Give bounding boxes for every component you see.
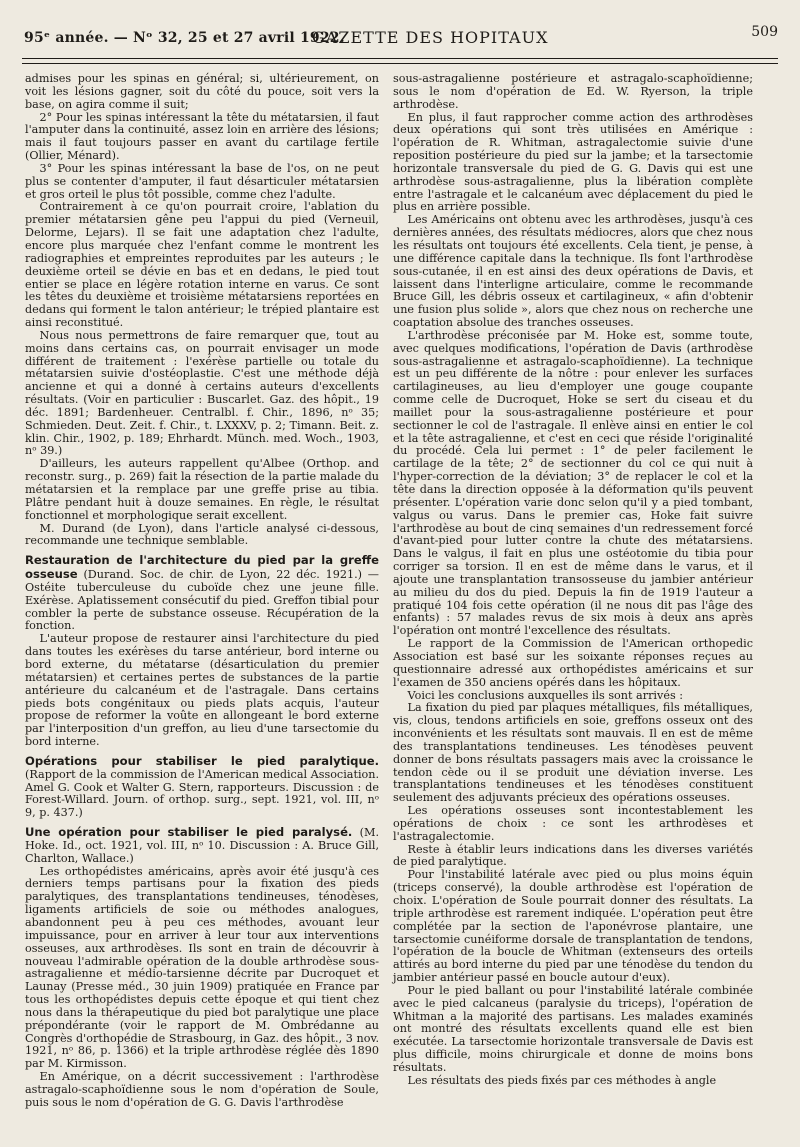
paragraph	[393, 330, 753, 638]
paragraph	[25, 755, 379, 820]
paragraph	[25, 554, 379, 633]
paragraph	[393, 214, 753, 330]
paragraph	[25, 330, 379, 458]
paragraph	[393, 844, 753, 870]
paragraph-text: Les résultats des pieds fixés par ces méthodes à angle	[407, 1073, 717, 1087]
section-title: Opérations pour stabiliser le pied paralytique.	[25, 753, 379, 768]
paragraph-text: Pour le pied ballant ou pour l'instabilité latérale combinée avec le pied calcaneus (paralysie du triceps), l'opération de Whitman a la majorité des partisans. Les malades examinés ont montré des résultats excellents quand elle est bien exécutée. La tarsectomie horizontale transversale de Davis est plus difficile, moins chirurgicale et donne de moins bons résultats.	[393, 983, 753, 1074]
paragraph-text: La fixation du pied par plaques métalliques, fils métalliques, vis, clous, tendons artificiels en soie, greffons osseux ont des inconvénients et les résultats sont mauvais. Il en est de même des transplantations tendineuses. Les ténodèses peuvent donner de bons résultats passagers mais avec la croissance le tendon cède ou il se produit une déviation inverse. Les transplantations tendineuses et les ténodèses constituent seulement des adjuvants précieux des opérations osseuses.	[393, 701, 753, 805]
issue-line: 95ᵉ année. — Nᵒ 32, 25 et 27 avril 1922.	[24, 30, 345, 46]
paragraph-text: 3° Pour les spinas intéressant la base de l'os, on ne peut plus se contenter d'amputer, il faut désarticuler métatarsien et gros orteil le plus tôt possible, comme chez l'adulte.	[25, 161, 379, 201]
paragraph	[393, 112, 753, 215]
paragraph	[25, 1071, 379, 1110]
header-rule	[22, 58, 778, 64]
paragraph	[393, 73, 753, 112]
paragraph-text: (Rapport de la commission de l'American medical Association. Amel G. Cook et Walter G. Stern, rapporteurs. Discussion : de Forest-Willard. Journ. of orthop. surg., sept. 1921, vol. III, nᵒ 9, p. 437.)	[25, 767, 380, 820]
paragraph-text: Les Américains ont obtenu avec les arthrodèses, jusqu'à ces dernières années, des résultats médiocres, alors que chez nous les résultats ont toujours été excellents. Cela tient, je pense, à une différence capitale dans la technique. Ils font l'arthrodèse sous-cutanée, il en est ainsi des deux opérations de Davis, et laissent dans l'interligne articulaire, comme le recommande Bruce Gill, les débris osseux et cartilagineux, « afin d'obtenir une fusion plus solide », alors que chez nous on recherche une coaptation absolue des tranches osseuses.	[393, 213, 753, 330]
left-column	[25, 73, 379, 1110]
paragraph-text: Voici les conclusions auxquelles ils sont arrivés :	[407, 688, 684, 702]
paragraph-text: D'ailleurs, les auteurs rappellent qu'Albee (Orthop. and reconstr. surg., p. 269) fait la résection de la partie malade du métatarsien et la remplace par une greffe prise au tibia. Plâtre pendant huit à douze semaines. En règle, le résultat fonctionnel et morphologique serait excellent.	[25, 457, 379, 522]
paragraph	[393, 985, 753, 1075]
paragraph	[25, 826, 379, 866]
paragraph-text: admises pour les spinas en général; si, ultérieurement, on voit les lésions gagner, soit du côté du pouce, soit vers la base, on agira comme il suit;	[25, 72, 379, 111]
right-column	[393, 73, 753, 1088]
paragraph-text: Le rapport de la Commission de l'American orthopedic Association est basé sur les soixante réponses reçues au questionnaire adressé aux orthopédistes américains et sur l'examen de 350 anciens opérés dans les hôpitaux.	[393, 637, 753, 689]
paragraph-text: Contrairement à ce qu'on pourrait croire, l'ablation du premier métatarsien gêne peu l'appui du pied (Verneuil, Delorme, Lejars). Il se fait une adaptation chez l'adulte, encore plus marquée chez l'enfant comme le montrent les radiographies et empreintes reproduites par les auteurs ; le deuxième orteil se dévie en bas et en dedans, le pied tout entier se place en légère rotation interne en varus. Ce sont les têtes du deuxième et troisième métatarsiens reportées en dedans qui forment le talon antérieur; le trépied plantaire est ainsi reconstitué.	[25, 200, 379, 330]
paragraph	[25, 163, 379, 202]
paragraph-text: L'arthrodèse préconisée par M. Hoke est, somme toute, avec quelques modifications, l'opération de Davis (arthrodèse sous-astragalienne et astragalo-scaphoïdienne). La technique est un peu différente de la nôtre : pour enlever les surfaces cartilagineuses, au lieu d'employer une gouge coupante comme celle de Ducroquet, Hoke se sert du ciseau et du maillet pour la sous-astragalienne postérieure et pour sectionner le col de l'astragale. Il enlève ainsi en entier le col et la tête astragalienne, et c'est en ceci que réside l'originalité du procédé. Cela lui permet : 1° de peler facilement le cartilage de la tête; 2° de sectionner du col ce qui nuit à l'hyper-correction de la déviation; 3° de replacer le col et la tête dans la direction opposée à la déformation qu'ils peuvent présenter. L'opération varie donc selon qu'il y a pied tombant, valgus ou varus. Dans le premier cas, Hoke fait suivre l'arthrodèse au bout de cinq semaines d'un redressement forcé d'avant-pied pour lutter contre la chute des métatarsiens. Dans le valgus, il fait en plus une ostéotomie du tibia pour corriger sa torsion. Il en est de même dans le varus, et il ajoute une transplantation transosseuse du jambier antérieur au milieu du dos du pied. Depuis la fin de 1919 l'auteur a pratiqué 104 fois cette opération (il ne nous dit pas l'âge des enfants) : 57 malades revus de six mois à deux ans après l'opération ont montré l'excellence des résultats.	[393, 328, 753, 638]
paragraph-text: En Amérique, on a décrit successivement : l'arthrodèse astragalo-scaphoïdienne sous le nom d'opération de Soule, puis sous le nom d'opération de G. G. Davis l'arthrodèse	[25, 1070, 379, 1109]
paragraph-text: (M. Hoke. Id., oct. 1921, vol. III, nᵒ 10. Discussion : A. Bruce Gill, Charlton, Wallace.)	[25, 826, 379, 865]
paragraph-text: M. Durand (de Lyon), dans l'article analysé ci-dessous, recommande une technique semblable.	[25, 521, 379, 548]
section-title: Restauration de l'architecture du pied par la greffe osseuse	[25, 553, 379, 582]
paragraph-text: Les opérations osseuses sont incontestablement les opérations de choix : ce sont les arthrodèses et l'astragalectomie.	[393, 804, 753, 843]
paragraph	[393, 702, 753, 805]
paragraph	[25, 633, 379, 749]
paragraph-text: 2° Pour les spinas intéressant la tête du métatarsien, il faut l'amputer dans la continuité, assez loin en arrière des lésions; mais il faut toujours passer en avant du cartilage fertile (Ollier, Ménard).	[25, 110, 379, 163]
paragraph	[25, 866, 379, 1072]
paragraph	[393, 638, 753, 689]
paragraph-text: sous-astragalienne postérieure et astragalo-scaphoïdienne; sous le nom d'opération de Ed. W. Ryerson, la triple arthrodèse.	[393, 72, 753, 111]
paragraph	[393, 869, 753, 985]
paragraph	[393, 805, 753, 844]
page-header	[24, 20, 778, 58]
paragraph-text: Nous nous permettrons de faire remarquer que, tout au moins dans certains cas, on pourrait envisager un mode différent de traitement : l'exérèse partielle ou totale du métatarsien suivie d'ostéoplastie. C'est une méthode déjà ancienne et qui a donné à certains auteurs d'excellents résultats. (Voir en particulier : Buscarlet. Gaz. des hôpit., 19 déc. 1891; Bardenheuer. Centralbl. f. Chir., 1896, nᵒ 35; Schmieden. Deut. Zeit. f. Chir., t. LXXXV, p. 2; Timann. Beit. z. klin. Chir., 1902, p. 189; Ehrhardt. Münch. med. Woch., 1903, nᵒ 39.)	[25, 328, 379, 458]
paragraph	[25, 458, 379, 522]
paragraph-text: (Durand. Soc. de chir. de Lyon, 22 déc. 1921.) — Ostéite tuberculeuse du cuboïde chez une jeune fille. Exérèse. Aplatissement consécutif du pied. Greffon tibial pour combler la perte de substance osseuse. Récupération de la fonction.	[25, 568, 379, 633]
section-title: Une opération pour stabiliser le pied paralysé.	[25, 825, 353, 840]
paragraph-text: Reste à établir leurs indications dans les diverses variétés de pied paralytique.	[393, 842, 753, 869]
page-number: 509	[751, 24, 778, 40]
paragraph	[25, 523, 379, 549]
paragraph-text: Les orthopédistes américains, après avoir été jusqu'à ces derniers temps partisans pour la fixation des pieds paralytiques, des transplantations tendineuses, ténodèses, ligaments artificiels de soie ou méthodes analogues, abandonnent peu à peu ces méthodes, avouant leur impuissance, pour en arriver à leur tour aux interventions osseuses, aux arthrodèses. Ils sont en train de découvrir à nouveau l'admirable opération de la double arthrodèse sous-astragalienne et médio-tarsienne décrite par Ducroquet et Launay (Presse méd., 30 juin 1909) pratiquée en France par tous les orthopédistes depuis cette époque et qui tient chez nous dans la thérapeutique du pied bot paralytique une place prépondérante (voir le rapport de M. Ombrédanne au Congrès d'orthopédie de Strasbourg, in Gaz. des hôpit., 3 nov. 1921, nᵒ 86, p. 1366) et la triple arthrodèse réglée dès 1890 par M. Kirmisson.	[25, 864, 379, 1071]
paragraph-text: En plus, il faut rapprocher comme action des arthrodèses deux opérations qui sont très utilisées en Amérique : l'opération de R. Whitman, astragalectomie suivie d'une reposition postérieure du pied sur la jambe; et la tarsectomie horizontale transversale du pied de G. G. Davis qui est une arthrodèse sous-astragalienne, plus la libération complète entre l'astragale et le calcanéum avec déplacement du pied le plus en arrière possible.	[393, 110, 753, 214]
paragraph	[25, 201, 379, 329]
paragraph	[25, 112, 379, 163]
paragraph	[393, 1075, 753, 1088]
journal-title: GAZETTE DES HOPITAUX	[312, 28, 549, 47]
paragraph-text: L'auteur propose de restaurer ainsi l'architecture du pied dans toutes les exérèses du tarse antérieur, bord interne ou bord externe, du métatarse (désarticulation du premier métatarsien) et certaines pertes de substances de la partie antérieure du calcanéum et de l'astragale. Dans certains pieds bots congénitaux ou pieds plats acquis, l'auteur propose de reformer la voûte en allongeant le bord externe par l'interposition d'un greffon, au lieu d'une tarsectomie du bord interne.	[25, 632, 379, 749]
paragraph-text: Pour l'instabilité latérale avec pied ou plus moins équin (triceps conservé), la double arthrodèse est l'opération de choix. L'opération de Soule pourrait donner des résultats. La triple arthrodèse est rarement indiquée. L'opération peut être complétée par la section de l'aponévrose plantaire, une tarsectomie cunéiforme dorsale de transplantation de tendons, l'opération de la boucle de Whitman (extenseurs des orteils attirés au bord interne du pied par une ténodèse du tendon du jambier antérieur passé en boucle autour d'eux).	[393, 868, 753, 985]
paragraph	[25, 73, 379, 112]
